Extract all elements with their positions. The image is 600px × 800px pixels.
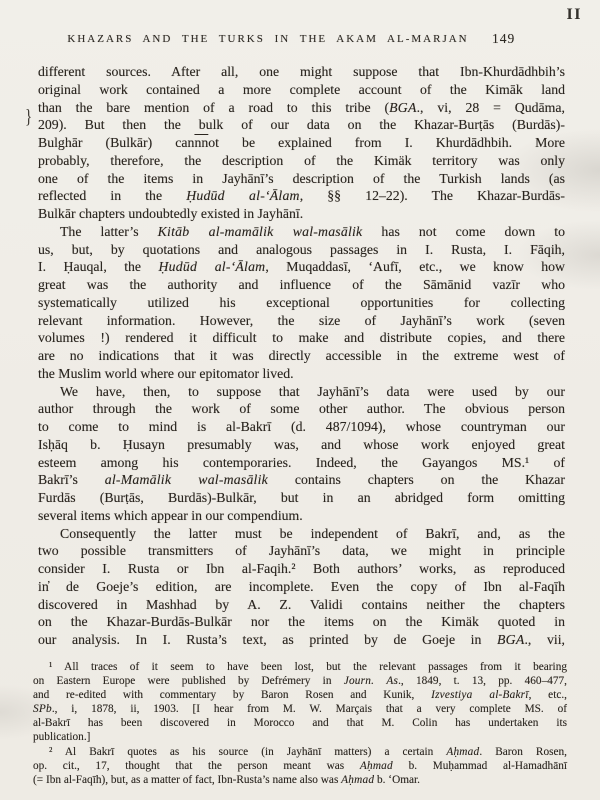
text-line: Bulkār chapters undoubtedly existed in Jayhānī. [38, 206, 304, 221]
text-line: systematically utilized his exceptional opportunities for collecting [38, 294, 565, 310]
text-line: Consequently the latter must be independent of Bakrī, and, as the [60, 525, 565, 541]
text-line: are no indications that it was directly accessible in the extreme west of [38, 348, 565, 363]
running-title: KHAZARS AND THE TURKS IN THE AKAM AL-MARJAN [67, 33, 469, 45]
text-line: SPb., i, 1878, ii, 1903. [I hear from M. W. Marçais that a very complete MS. of [33, 703, 567, 716]
page-number: 149 [492, 31, 516, 46]
text-line: than the bare mention of a road to this tribe (BGA., vi, 28 = Qudāma, [38, 99, 565, 115]
text-line: publication.] [33, 731, 91, 744]
text-line: and re-edited with commentary by Baron Rosen and Kunik, Izvestiya al-Bakrī, etc., [33, 689, 567, 702]
text-line: al-Bakrī has been discovered in Morocco and that M. Colin has undertaken its [33, 717, 567, 730]
paragraph [38, 63, 565, 223]
text-line: to come to mind is al-Bakrī (d. 487/1094), whose countryman our [38, 419, 565, 434]
text-line: We have, then, to suppose that Jayhānī’s data were used by our [60, 383, 565, 399]
paragraph [38, 383, 565, 525]
text-line: Bakrī’s al-Mamālik wal-masālik contains chapters on the Khazar [38, 472, 566, 488]
text-line: the Muslim world where our epitomator lived. [38, 365, 294, 381]
text-line: different sources. After all, one might suppose that Ibn-Khurdādhbih’s [38, 64, 565, 79]
paragraph [33, 660, 567, 745]
text-line: 209). But then the bulk of our data on the Khazar-Burṭās (Burdās)- [38, 117, 565, 133]
text-line: Bulghār (Bulkār) $can\overline{nn}ot$ be explained from I. Khurdādhbih. More [38, 135, 565, 150]
paragraph [38, 223, 565, 383]
text-line: op. cit., 17, thought that the person meant was Aḥmad b. Muḥammad al-Hamadhānī [33, 759, 567, 772]
text-line: volumes !) rendered it difficult to make and distribute copies, and there [38, 330, 565, 346]
text-line: (= Ibn al-Faqīh), but, as a matter of fact, Ibn-Rusta’s name also was Aḥmad b. ‘Omar. [33, 773, 420, 786]
text-line: I. Ḥauqal, the Ḥudūd al-‘Ālam, Muqaddasī, ‘Aufī, etc., we know how [38, 259, 565, 275]
running-header [38, 33, 498, 45]
text-line: on Eastern Europe were published by Defrémery in Journ. As., 1849, t. 13, pp. 460–477, [33, 675, 567, 688]
text-line: author through the work of some other author. The obvious person [38, 401, 565, 417]
text-line: probably, therefore, the description of the Kimäk territory was only [38, 152, 565, 168]
text-line: original work contained a more complete account of the Kimāk land [38, 81, 565, 97]
text-line: Furdās (Burṭās, Burdās)-Bulkār, but in an abridged form omitting [38, 490, 565, 505]
text-line: our analysis. In I. Rusta’s text, as printed by de Goeje in BGA., vii, [38, 632, 565, 647]
text-line: reflected in the Ḥudūd al-‘Ālam, §§ 12–22). The Khazar-Burdās- [38, 188, 565, 204]
text-line: great was the authority and influence of the Sāmānid vazīr who [38, 277, 565, 292]
text-line: two possible transmitters of Jayhānī’s data, we might in principle [38, 543, 565, 559]
text-line: ² Al Bakrī quotes as his source (in Jayhānī matters) a certain Aḥmad. Baron Rosen, [49, 745, 567, 758]
text-line: discovered in Mashhad by A. Z. Validi contains neither the chapters [38, 596, 565, 612]
margin-mark: } [25, 107, 33, 129]
text-line: several items which appear in our compendium. [38, 507, 303, 523]
text-line: us, but, by quotations and analogous passages in I. Rusta, I. Fāqih, [38, 241, 565, 257]
footnotes [33, 660, 567, 787]
body-text [38, 63, 565, 649]
text-line: on the Khazar-Burdās-Bulkār nor the items on the Kimäk quoted in [38, 614, 565, 630]
text-line: in̓ de Goeje’s edition, are incomplete. Even the copy of Ibn al-Faqīh [38, 578, 565, 594]
text-line: relevant information. However, the size of Jayhānī’s work (seven [38, 312, 565, 328]
text-line: The latter’s Kitāb al-mamālik wal-masālik has not come down to [60, 223, 566, 239]
text-line: esteem among his contemporaries. Indeed, the Gayangos MS.¹ of [38, 454, 565, 470]
text-line: one of the items in Jayhānī’s description of the Turkish lands (as [38, 170, 565, 186]
text-line: Isḥāq b. Ḥusayn presumably was, and whose work enjoyed great [38, 436, 565, 452]
corner-annotation: II [566, 6, 582, 23]
text-line: consider I. Rusta or Ibn al-Faqih.² Both authors’ works, as reproduced [38, 561, 565, 576]
text-line: ¹ All traces of it seem to have been lost, but the relevant passages from it bearing [49, 661, 567, 673]
paragraph [38, 525, 565, 649]
paragraph [33, 745, 567, 787]
